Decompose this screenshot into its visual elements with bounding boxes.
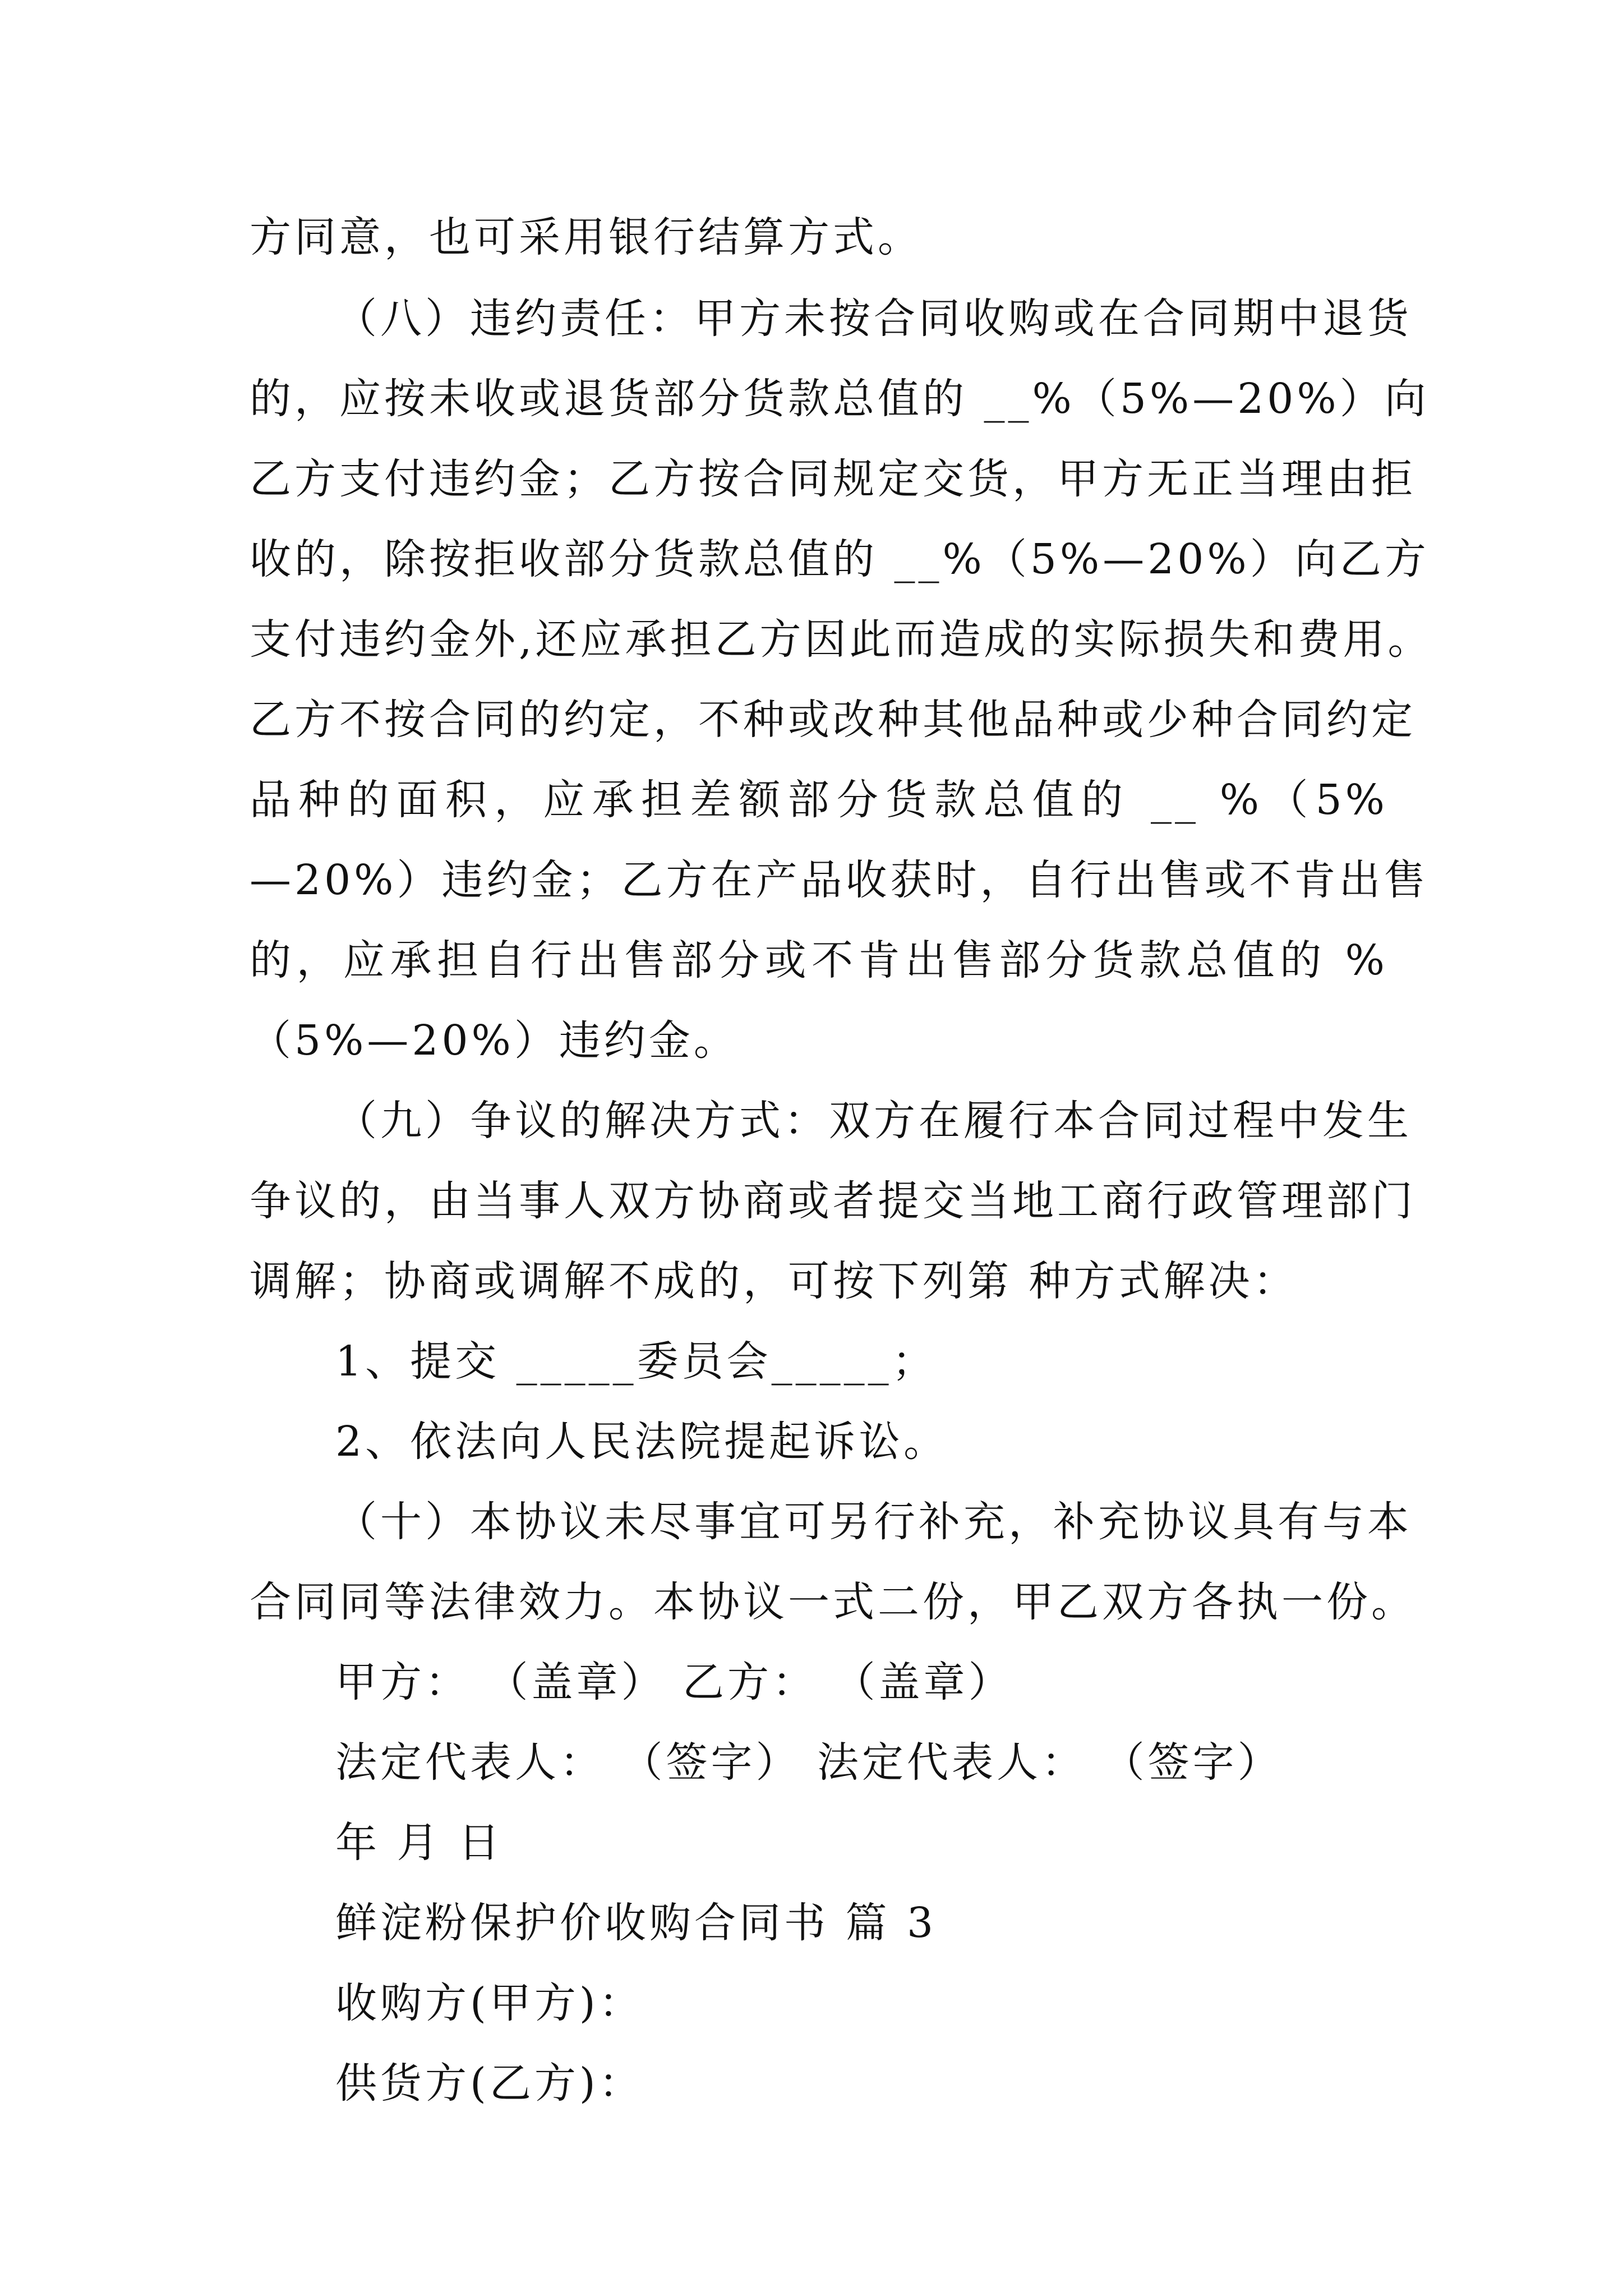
text-line: 的，应按未收或退货部分货款总值的 __%（5%—20%）向 [250, 375, 1430, 423]
text-line: 乙方支付违约金；乙方按合同规定交货，甲方无正当理由拒 [250, 455, 1416, 503]
text-line: 争议的，由当事人双方协商或者提交当地工商行政管理部门 [250, 1177, 1416, 1225]
text-line: —20%）违约金；乙方在产品收获时，自行出售或不肯出售 [250, 856, 1429, 904]
text-line: 调解；协商或调解不成的，可按下列第 种方式解决： [250, 1257, 1298, 1305]
text-line: 品种的面积，应承担差额部分货款总值的 __ %（5% [250, 776, 1388, 824]
text-line: 1、提交 _____委员会_____； [335, 1337, 937, 1386]
text-line: 收的，除按拒收部分货款总值的 __%（5%—20%）向乙方 [250, 535, 1430, 583]
section-title: 鲜淀粉保护价收购合同书 篇 3 [335, 1899, 937, 1947]
text-line: 支付违约金外,还应承担乙方因此而造成的实际损失和费用。 [250, 615, 1433, 664]
text-line: 合同同等法律效力。本协议一式二份，甲乙双方各执一份。 [250, 1578, 1416, 1626]
buyer-line: 收购方(甲方)： [335, 1979, 644, 2027]
text-line: 的，应承担自行出售部分或不肯出售部分货款总值的 % [250, 936, 1388, 984]
text-line: （十）本协议未尽事宜可另行补充，补充协议具有与本 [335, 1498, 1412, 1546]
text-line: 乙方不按合同的约定，不种或改种其他品种或少种合同约定 [250, 696, 1416, 744]
text-line: 方同意，也可采用银行结算方式。 [250, 213, 923, 261]
text-line: （5%—20%）违约金。 [250, 1016, 739, 1065]
supplier-line: 供货方(乙方)： [335, 2059, 644, 2108]
text-line: 2、依法向人民法院提起诉讼。 [335, 1418, 949, 1466]
date-line: 年 月 日 [335, 1819, 504, 1867]
text-line: （九）争议的解决方式：双方在履行本合同过程中发生 [335, 1097, 1412, 1145]
signature-line-representatives: 法定代表人： （签字） 法定代表人： （签字） [335, 1738, 1283, 1787]
text-line: （八）违约责任：甲方未按合同收购或在合同期中退货 [335, 295, 1412, 343]
signature-line-party-a-b: 甲方： （盖章） 乙方： （盖章） [335, 1658, 1013, 1706]
